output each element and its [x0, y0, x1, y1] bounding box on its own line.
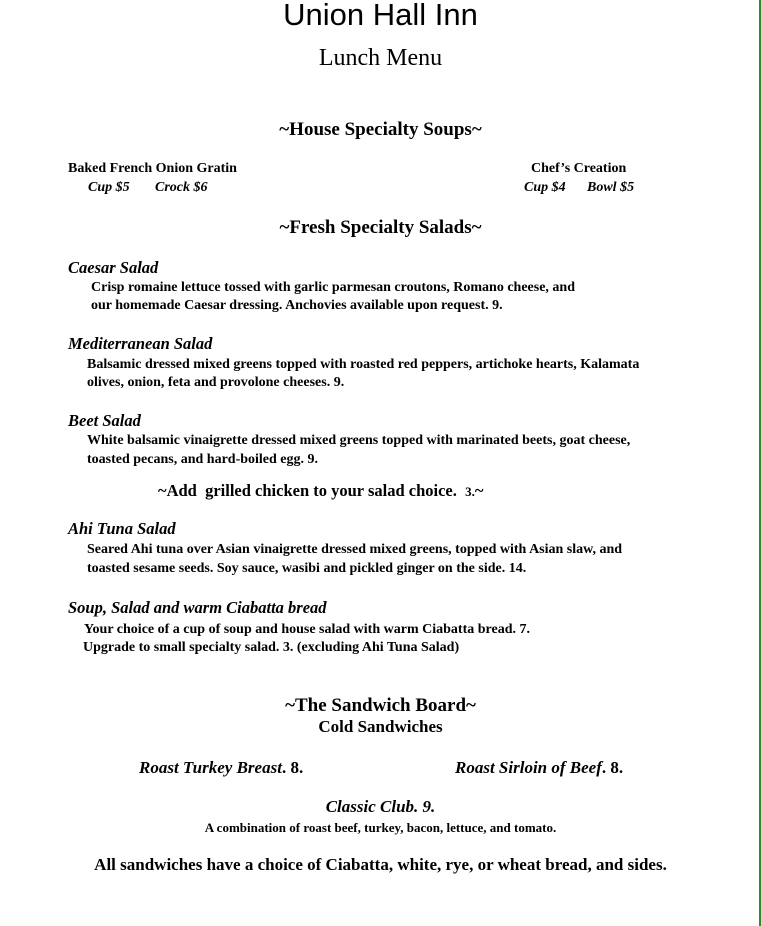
caesar-salad-name: Caesar Salad	[68, 258, 159, 277]
sandwich-bread-note: All sandwiches have a choice of Ciabatta, white, rye, or wheat bread, and sides.	[94, 855, 667, 874]
roast-sirloin-price: . 8.	[601, 758, 624, 777]
caesar-desc-line-1: Crisp romaine lettuce tossed with garlic parmesan croutons, Romano cheese, and	[91, 280, 576, 295]
menu-subtitle: Lunch Menu	[318, 45, 443, 71]
soup-price-cup: Cup $5	[88, 180, 130, 195]
soup-name-chefs-creation: Chef’s Creation	[531, 161, 627, 176]
add-chicken-price: 3.	[465, 484, 475, 499]
beet-salad-name: Beet Salad	[68, 411, 141, 430]
restaurant-title: Union Hall Inn	[283, 0, 478, 32]
classic-club-name: Classic Club. 9.	[325, 797, 436, 816]
roast-sirloin-item	[455, 758, 623, 778]
roast-turkey-name: Roast Turkey Breast	[139, 758, 282, 777]
soup-salad-combo-name: Soup, Salad and warm Ciabatta bread	[68, 598, 327, 617]
add-chicken-note	[158, 481, 483, 501]
beet-desc-line-1: White balsamic vinaigrette dressed mixed greens topped with marinated beets, goat cheese,	[87, 433, 631, 448]
ahi-desc-line-1: Seared Ahi tuna over Asian vinaigrette dressed mixed greens, topped with Asian slaw, and	[87, 542, 623, 557]
roast-turkey-price: . 8.	[281, 758, 304, 777]
mediterranean-desc-line-1: Balsamic dressed mixed greens topped with roasted red peppers, artichoke hearts, Kalamata	[87, 357, 640, 372]
mediterranean-salad-name: Mediterranean Salad	[68, 334, 213, 353]
ahi-desc-line-2: toasted sesame seeds. Soy sauce, wasibi and pickled ginger on the side. 14.	[87, 561, 527, 576]
combo-desc-line-2: Upgrade to small specialty salad. 3. (excluding Ahi Tuna Salad)	[83, 640, 460, 655]
classic-club-desc: A combination of roast beef, turkey, bacon, lettuce, and tomato.	[204, 820, 557, 835]
roast-sirloin-name: Roast Sirloin of Beef	[455, 758, 602, 777]
add-chicken-end: ~	[474, 481, 484, 500]
soup-price-bowl: Bowl $5	[587, 180, 635, 195]
roast-turkey-item	[139, 758, 303, 778]
soup-price-crock: Crock $6	[155, 180, 208, 195]
beet-desc-line-2: toasted pecans, and hard-boiled egg. 9.	[87, 452, 319, 467]
soup-name-french-onion: Baked French Onion Gratin	[68, 161, 237, 176]
ahi-tuna-salad-name: Ahi Tuna Salad	[68, 519, 176, 538]
caesar-desc-line-2: our homemade Caesar dressing. Anchovies available upon request. 9.	[91, 298, 503, 313]
add-chicken-text: ~Add grilled chicken to your salad choice.	[158, 481, 466, 500]
mediterranean-desc-line-2: olives, onion, feta and provolone cheeses. 9.	[87, 375, 345, 390]
salads-heading: ~Fresh Specialty Salads~	[279, 217, 482, 238]
cold-sandwiches-subheading: Cold Sandwiches	[318, 717, 443, 736]
combo-desc-line-1: Your choice of a cup of soup and house salad with warm Ciabatta bread. 7.	[84, 622, 530, 637]
sandwich-board-heading: ~The Sandwich Board~	[285, 695, 476, 716]
soups-heading: ~House Specialty Soups~	[279, 119, 482, 140]
soup-price-cup-chef: Cup $4	[524, 180, 566, 195]
